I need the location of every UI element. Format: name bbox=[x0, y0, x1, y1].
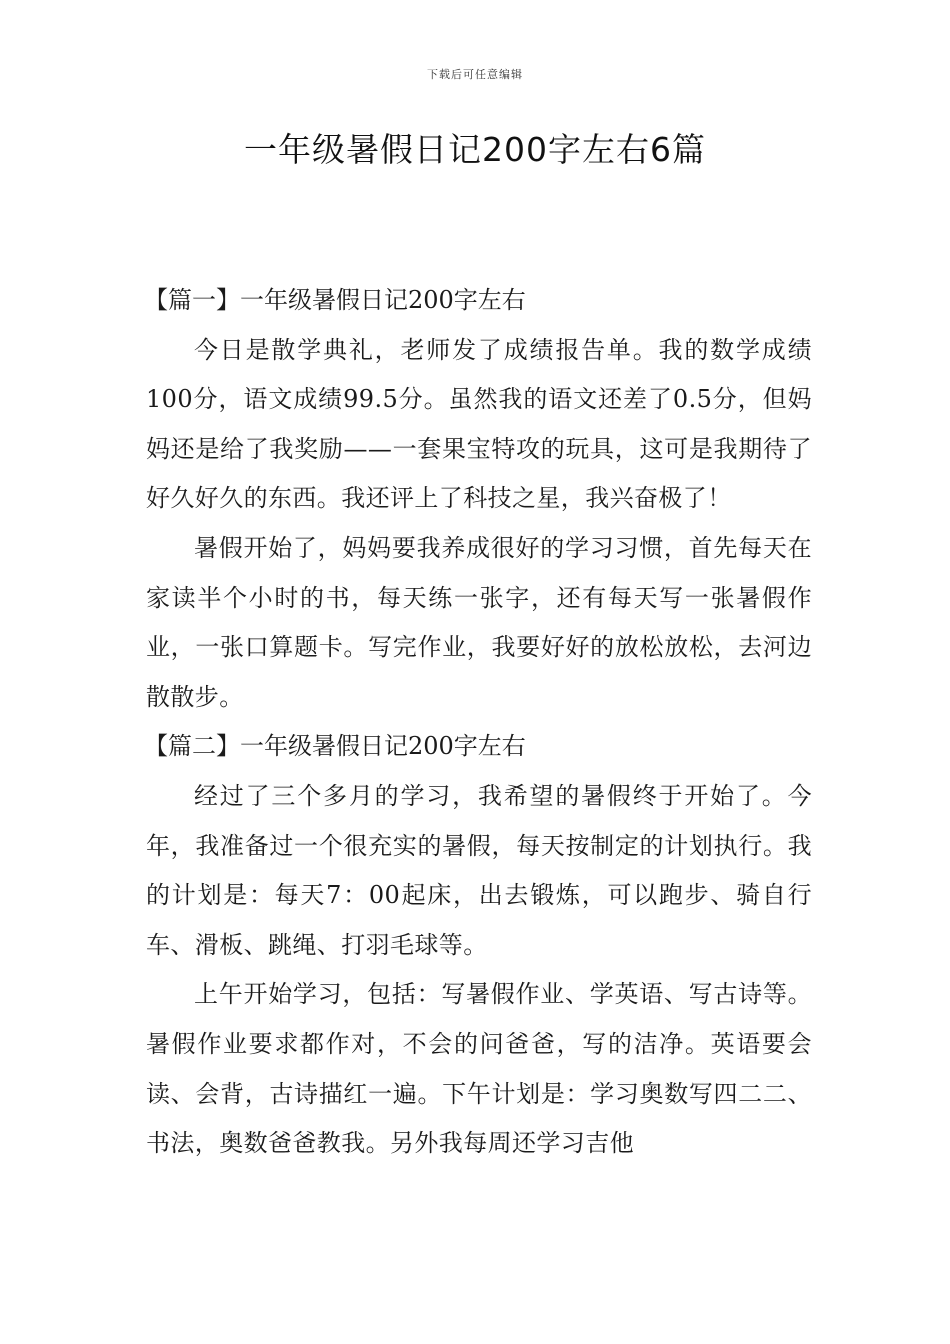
paragraph: 上午开始学习，包括：写暑假作业、学英语、写古诗等。暑假作业要求都作对，不会的问爸爸，写的洁净。英语要会读、会背，古诗描红一遍。下午计划是：学习奥数写四二二、书法，奥数爸爸教我。另外我每周还学习吉他 bbox=[146, 980, 812, 1158]
page-title: 一年级暑假日记200字左右6篇 bbox=[244, 130, 706, 169]
document-body bbox=[146, 276, 812, 1169]
section-heading-2: 【篇二】一年级暑假日记200字左右 bbox=[144, 732, 526, 761]
header-note: 下载后可任意编辑 bbox=[427, 68, 523, 81]
paragraph: 今日是散学典礼，老师发了成绩报告单。我的数学成绩100分，语文成绩99.5分。虽然我的语文还差了0.5分，但妈妈还是给了我奖励——一套果宝特攻的玩具，这可是我期待了好久好久的东西。我还评上了科技之星，我兴奋极了！ bbox=[146, 335, 812, 513]
paragraph: 经过了三个多月的学习，我希望的暑假终于开始了。今年，我准备过一个很充实的暑假，每天按制定的计划执行。我的计划是：每天7：00起床，出去锻炼，可以跑步、骑自行车、滑板、跳绳、打羽毛球等。 bbox=[146, 781, 812, 959]
paragraph: 暑假开始了，妈妈要我养成很好的学习习惯，首先每天在家读半个小时的书，每天练一张字，还有每天写一张暑假作业，一张口算题卡。写完作业，我要好好的放松放松，去河边散散步。 bbox=[146, 533, 812, 711]
section-heading-1: 【篇一】一年级暑假日记200字左右 bbox=[144, 286, 526, 314]
